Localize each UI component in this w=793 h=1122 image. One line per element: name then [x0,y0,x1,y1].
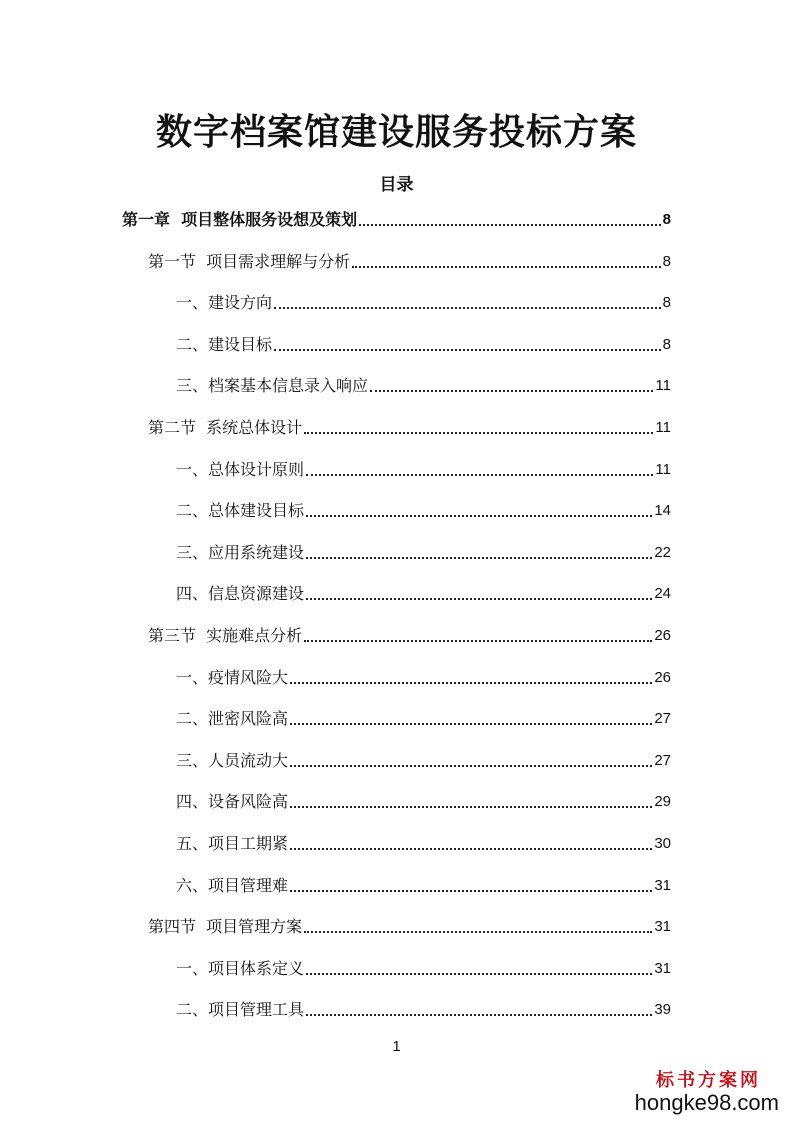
document-title: 数字档案馆建设服务投标方案 [155,111,637,153]
toc-entry[interactable] [176,499,671,523]
toc-dot-leader [306,973,652,975]
toc-entry-label: 四、信息资源建设 [176,584,305,603]
toc-entry-label: 二、项目管理工具 [176,1000,305,1019]
watermark-brand-cn: 标书方案网 [656,1070,761,1091]
toc-dot-leader [290,723,652,725]
toc-dot-leader [352,266,660,268]
toc-entry-page: 29 [654,793,671,810]
toc-entry-label: 一、项目体系定义 [176,959,305,978]
toc-entry-page: 11 [655,377,671,394]
toc-entry[interactable] [176,998,671,1022]
toc-dot-leader [274,307,661,309]
toc-entry-label: 三、档案基本信息录入响应 [176,376,369,395]
toc-entry[interactable] [148,250,671,274]
toc-entry-label: 四、设备风险高 [176,792,289,811]
toc-dot-leader [370,390,653,392]
toc-entry-page: 39 [654,1001,671,1018]
toc-entry-page: 11 [655,419,671,436]
toc-entry-label: 二、泄密风险高 [176,709,289,728]
toc-entry-label: 五、项目工期紧 [176,834,289,853]
toc-dot-leader [304,640,652,642]
watermark-domain: hongke98.com [634,1090,779,1115]
page-number: 1 [392,1038,401,1055]
toc-dot-leader [290,806,652,808]
toc-entry[interactable] [176,374,671,398]
toc-entry-page: 26 [654,627,671,644]
toc-entry[interactable] [176,291,671,315]
toc-entry[interactable] [148,624,671,648]
toc-entry-label: 第一章 项目整体服务设想及策划 [122,210,358,229]
toc-entry[interactable] [176,541,671,565]
toc-entry-page: 11 [655,461,671,478]
toc-entry[interactable] [176,749,671,773]
toc-dot-leader [290,682,652,684]
toc-entry-page: 8 [662,211,671,228]
toc-entry-label: 一、总体设计原则 [176,460,305,479]
toc-entry-page: 8 [662,336,671,353]
toc-entry-page: 8 [662,253,671,270]
toc-entry-label: 一、建设方向 [176,293,273,312]
toc-entry[interactable] [122,208,671,232]
toc-entry[interactable] [176,458,671,482]
toc-entry[interactable] [176,582,671,606]
toc-entry-label: 一、疫情风险大 [176,668,289,687]
toc-entry[interactable] [148,915,671,939]
toc-entry-label: 三、应用系统建设 [176,543,305,562]
toc-dot-leader [274,349,661,351]
toc-entry-page: 27 [654,710,671,727]
toc-entry[interactable] [176,957,671,981]
toc-dot-leader [306,557,652,559]
toc-entry[interactable] [176,790,671,814]
toc-dot-leader [290,848,652,850]
toc-entry[interactable] [176,874,671,898]
toc-entry-page: 22 [654,544,671,561]
toc-entry-page: 24 [654,585,671,602]
toc-entry-page: 14 [654,502,671,519]
toc-entry-label: 第二节 系统总体设计 [148,418,303,437]
toc-dot-leader [306,515,652,517]
toc-entry[interactable] [176,832,671,856]
toc-entry[interactable] [176,707,671,731]
toc-entry-label: 二、总体建设目标 [176,501,305,520]
toc-heading: 目录 [379,175,414,195]
toc-dot-leader [359,224,661,226]
toc-dot-leader [290,765,652,767]
watermark-logo [635,1066,779,1116]
toc-dot-leader [306,598,652,600]
toc-entry-page: 31 [654,960,671,977]
toc-entry-label: 第四节 项目管理方案 [148,917,303,936]
toc-dot-leader [304,432,653,434]
toc-entry[interactable] [176,666,671,690]
toc-entry-label: 第一节 项目需求理解与分析 [148,252,351,271]
toc-entry-page: 31 [654,918,671,935]
toc-entry-label: 六、项目管理难 [176,876,289,895]
toc-entry-page: 26 [654,669,671,686]
toc-dot-leader [306,1014,652,1016]
toc-entry-label: 二、建设目标 [176,335,273,354]
toc-dot-leader [290,890,652,892]
toc-entry-label: 第三节 实施难点分析 [148,626,303,645]
toc-entry-page: 27 [654,752,671,769]
toc-entry[interactable] [148,416,671,440]
toc-dot-leader [306,474,653,476]
toc-entry-page: 8 [662,294,671,311]
toc-entry-page: 30 [654,835,671,852]
toc-dot-leader [304,931,652,933]
toc-entry[interactable] [176,333,671,357]
toc-entry-page: 31 [654,877,671,894]
toc-entry-label: 三、人员流动大 [176,751,289,770]
